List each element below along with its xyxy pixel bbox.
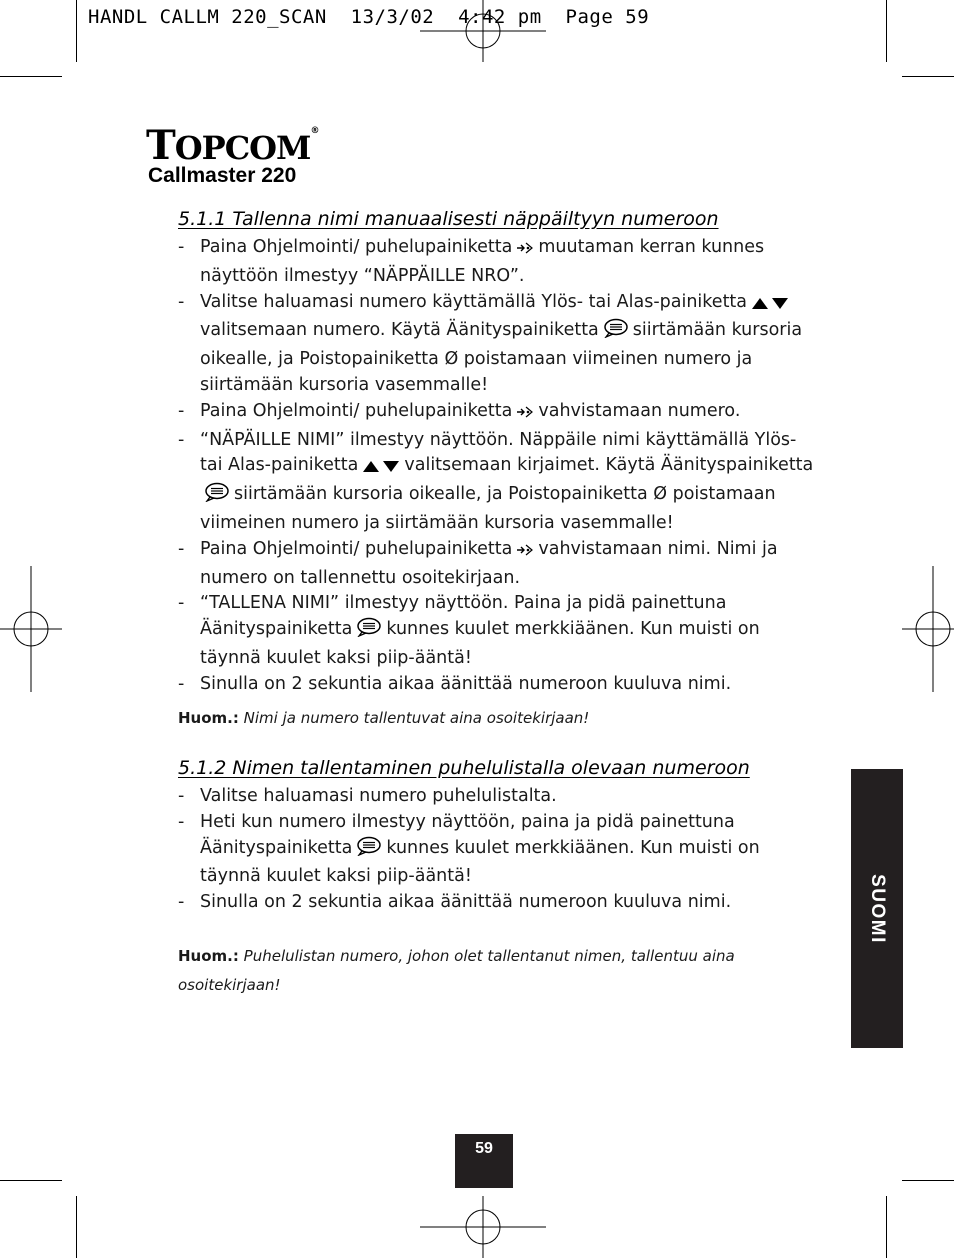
instruction-list-2	[178, 784, 818, 916]
note-text: Nimi ja numero tallentuvat aina osoitekirjaan!	[243, 709, 590, 727]
note-text: Puhelulistan numero, johon olet tallentanut nimen, tallentuu aina osoitekirjaan!	[178, 947, 735, 994]
crop-mark	[76, 1196, 77, 1258]
up-down-icon	[362, 456, 400, 482]
page-number: 59	[455, 1134, 513, 1188]
language-tab-label: SUOMI	[867, 873, 888, 944]
speech-icon	[204, 482, 230, 511]
list-item-text: Sinulla on 2 sekuntia aikaa äänittää numeroon kuuluva nimi.	[200, 673, 732, 694]
program-icon	[516, 540, 534, 566]
section-heading-1: 5.1.1 Tallenna nimi manuaalisesti näppäiltyyn numeroon	[178, 208, 719, 230]
list-item-text: Sinulla on 2 sekuntia aikaa äänittää numeroon kuuluva nimi.	[200, 892, 732, 913]
list-item	[178, 672, 818, 698]
list-item	[178, 591, 818, 671]
crop-mark	[0, 76, 62, 77]
list-item	[178, 890, 818, 916]
crop-mark	[886, 0, 887, 62]
list-item	[178, 784, 818, 810]
program-icon	[516, 402, 534, 428]
list-item-text: siirtämään kursoria oikealle, ja Poistopainiketta Ø poistamaan viimeinen numero ja siirtämään kursoria vasemmalle!	[200, 484, 776, 533]
note-1	[178, 704, 818, 733]
program-icon	[516, 238, 534, 264]
crop-mark	[0, 1180, 62, 1181]
list-item	[178, 537, 818, 592]
list-item	[178, 290, 818, 399]
note-label: Huom.:	[178, 709, 239, 727]
list-item-text: “NÄPÄILLE NIMI” ilmestyy näyttöön. Näppäile nimi käyttämällä Ylös-tai Alas-painiketta	[200, 429, 797, 476]
crop-mark	[76, 0, 77, 62]
list-item-text: Paina Ohjelmointi/ puhelupainiketta	[200, 400, 513, 421]
list-item-text: vahvistamaan nimi. Nimi ja numero on tallennettu osoitekirjaan.	[200, 538, 778, 588]
list-item-text: Heti kun numero ilmestyy näyttöön, paina ja pidä painettuna Äänityspainiketta	[200, 811, 735, 858]
list-item-text: Valitse haluamasi numero käyttämällä Ylös- tai Alas-painiketta	[200, 291, 748, 312]
note-label: Huom.:	[178, 947, 239, 965]
note-2	[178, 942, 818, 1000]
list-item-text: kunnes kuulet merkkiäänen. Kun muisti on täynnä kuulet kaksi piip-ääntä!	[200, 619, 760, 668]
list-item-text: valitsemaan kirjaimet. Käytä Äänityspainiketta	[404, 455, 814, 476]
registration-mark-left	[0, 566, 62, 692]
up-down-icon	[751, 293, 789, 319]
model-name: Callmaster 220	[148, 164, 297, 187]
registration-mark-bottom	[420, 1196, 546, 1258]
list-item-text: vahvistamaan numero.	[538, 400, 741, 421]
speech-icon	[356, 617, 382, 646]
print-slug: HANDL CALLM 220_SCAN 13/3/02 4:42 pm Page 59	[88, 6, 650, 28]
list-item-text: Paina Ohjelmointi/ puhelupainiketta	[200, 237, 513, 257]
instruction-list-1	[178, 235, 818, 698]
list-item	[178, 399, 818, 428]
list-item-text: “TALLENA NIMI” ilmestyy näyttöön. Paina ja pidä painettuna Äänityspainiketta	[200, 593, 727, 640]
registration-mark-right	[902, 566, 954, 692]
list-item-text: Paina Ohjelmointi/ puhelupainiketta	[200, 538, 513, 559]
crop-mark	[902, 1180, 954, 1181]
section-heading-2: 5.1.2 Nimen tallentaminen puhelulistalla olevaan numeroon	[178, 757, 750, 779]
list-item-text: kunnes kuulet merkkiäänen. Kun muisti on täynnä kuulet kaksi piip-ääntä!	[200, 837, 760, 887]
list-item-text: valitsemaan numero. Käytä Äänityspainiketta	[200, 320, 599, 341]
crop-mark	[886, 1196, 887, 1258]
brand-logo: TOPCOM®	[146, 122, 319, 169]
list-item-text: Valitse haluamasi numero puhelulistalta.	[200, 786, 557, 806]
speech-icon	[603, 318, 629, 347]
list-item	[178, 235, 818, 290]
language-tab	[851, 769, 903, 1048]
speech-icon	[356, 836, 382, 865]
list-item-text: siirtämään kursoria oikealle, ja Poistopainiketta Ø poistamaan viimeinen numero ja siirtämään kursoria vasemmalle!	[200, 320, 803, 395]
crop-mark	[902, 76, 954, 77]
list-item	[178, 428, 818, 537]
list-item-text: muutaman kerran kunnes näyttöön ilmestyy “NÄPPÄILLE NRO”.	[200, 237, 765, 286]
list-item	[178, 810, 818, 890]
